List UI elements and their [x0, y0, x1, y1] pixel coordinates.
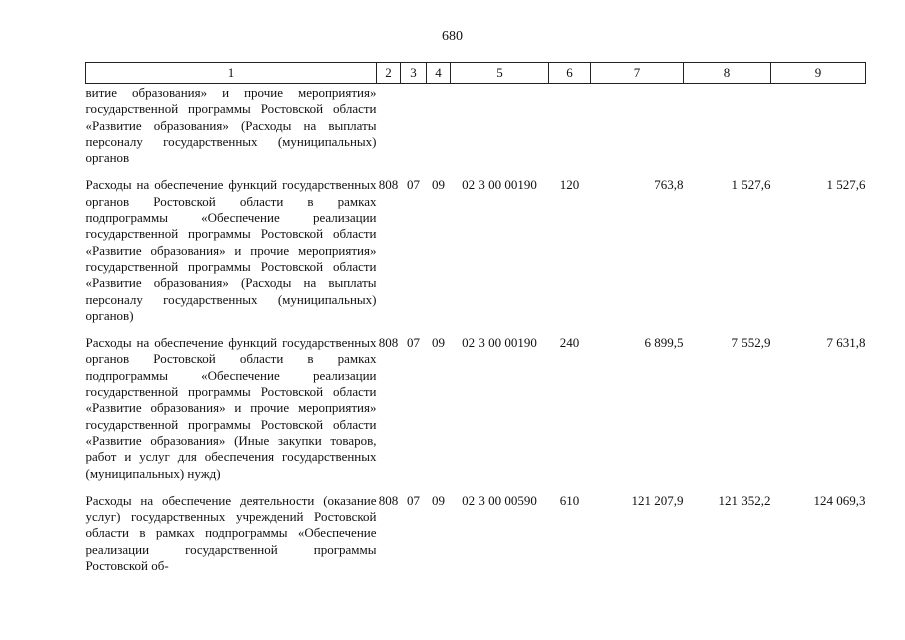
cell-col-3 — [401, 84, 427, 167]
column-header-8: 8 — [684, 63, 771, 84]
cell-col-2 — [377, 84, 401, 167]
cell-col-9 — [771, 84, 866, 167]
cell-col-7: 121 207,9 — [631, 492, 684, 508]
cell-col-9: 124 069,3 — [813, 492, 866, 508]
cell-col-7: 6 899,5 — [644, 335, 684, 351]
row-description: Расходы на обеспечение функций государственных органов Ростовской области в рамках подпрограммы «Обеспечение реализации государственной программы Ростовской области «Развитие образования» и прочие мероприятия» государственной программы Ростовской области «Развитие образования» (Иные закупки товаров, работ и услуг для обеспечения государственных (муниципальных) нужд) — [85, 335, 377, 481]
cell-col-4 — [427, 84, 451, 167]
column-header-1: 1 — [86, 63, 377, 84]
cell-col-5 — [451, 84, 549, 167]
cell-col-8: 121 352,2 — [718, 492, 771, 508]
cell-col-2: 808 — [378, 335, 399, 351]
table-header-row — [86, 63, 866, 84]
cell-col-5: 02 3 00 00190 — [462, 177, 537, 193]
cell-col-5: 02 3 00 00190 — [462, 335, 537, 351]
table-row — [86, 166, 866, 324]
column-header-2: 2 — [377, 63, 401, 84]
column-header-4: 4 — [427, 63, 451, 84]
cell-col-7 — [591, 84, 684, 167]
cell-col-3: 07 — [407, 335, 420, 351]
cell-col-3: 07 — [407, 177, 420, 193]
cell-col-2: 808 — [378, 177, 399, 193]
column-header-3: 3 — [401, 63, 427, 84]
cell-col-8: 1 527,6 — [731, 177, 771, 193]
cell-col-9: 7 631,8 — [826, 335, 866, 351]
table-row — [86, 84, 866, 167]
cell-col-7: 763,8 — [654, 177, 684, 193]
cell-col-9: 1 527,6 — [826, 177, 866, 193]
cell-col-6: 240 — [559, 335, 580, 351]
budget-table — [85, 62, 866, 574]
cell-col-8: 7 552,9 — [731, 335, 771, 351]
page-number: 680 — [442, 29, 463, 44]
cell-col-5: 02 3 00 00590 — [462, 492, 537, 508]
row-description: Расходы на обеспечение функций государственных органов Ростовской области в рамках подпрограммы «Обеспечение реализации государственной программы Ростовской области «Развитие образования» и прочие мероприятия» государственной программы Ростовской области «Развитие образования» (Расходы на выплаты персоналу государственных (муниципальных) органов) — [85, 177, 377, 323]
table-row — [86, 324, 866, 482]
cell-col-4: 09 — [432, 177, 445, 193]
row-description: витие образования» и прочие мероприятия» государственной программы Ростовской области «Развитие образования» (Расходы на выплаты персоналу государственных (муниципальных) органов — [85, 85, 377, 166]
row-description: Расходы на обеспечение деятельности (оказание услуг) государственных учреждений Ростовской области в рамках подпрограммы «Обеспечение реализации государственной программы Ростовской об- — [85, 492, 377, 574]
table-row — [86, 482, 866, 574]
column-header-5: 5 — [451, 63, 549, 84]
cell-col-6 — [549, 84, 591, 167]
cell-col-3: 07 — [407, 492, 420, 508]
cell-col-2: 808 — [378, 492, 399, 508]
column-header-9: 9 — [771, 63, 866, 84]
cell-col-6: 610 — [559, 492, 580, 508]
cell-col-6: 120 — [559, 177, 580, 193]
column-header-7: 7 — [591, 63, 684, 84]
column-header-6: 6 — [549, 63, 591, 84]
cell-col-4: 09 — [432, 492, 445, 508]
cell-col-8 — [684, 84, 771, 167]
cell-col-4: 09 — [432, 335, 445, 351]
